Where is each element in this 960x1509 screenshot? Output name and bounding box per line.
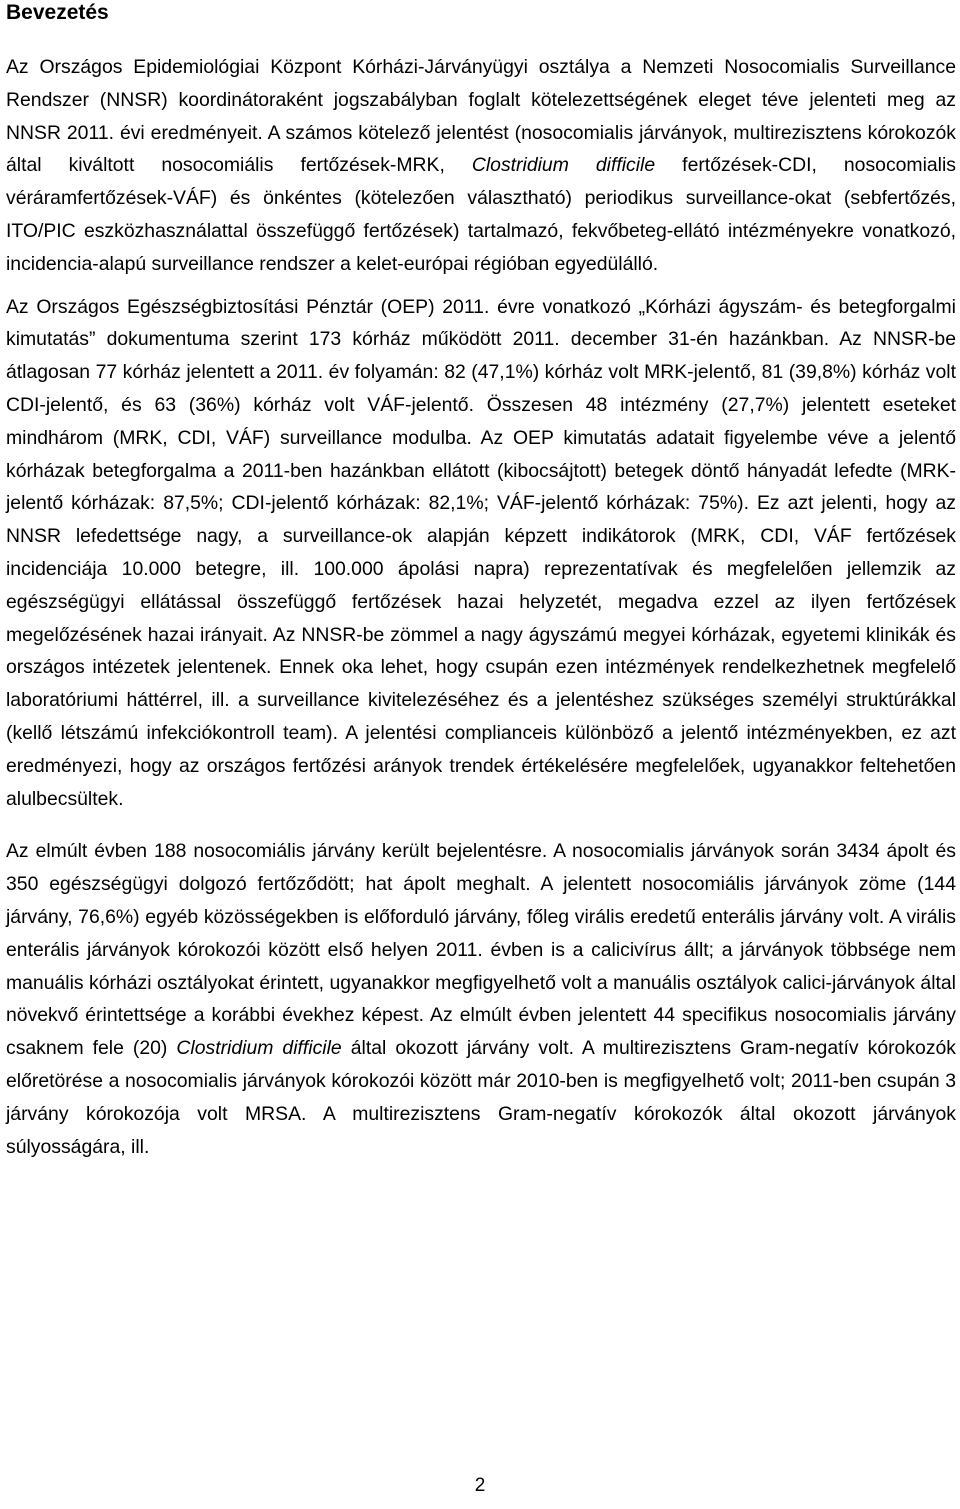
paragraph-oep: Az Országos Egészségbiztosítási Pénztár (OEP) 2011. évre vonatkozó „Kórházi ágyszám- és betegforgalmi kimutatás” dokumentuma szerint 173 kórház működött 2011. december 31-én hazánkban. Az NNSR-be átlagosan 77 kórház jelentett a 2011. év folyamán: 82 (47,1%) kórház volt MRK-jelentő, 81 (39,8%) kórház volt CDI-jelentő, és 63 (36%) kórház volt VÁF-jelentő. Összesen 48 intézmény (27,7%) jelentett eseteket mindhárom (MRK, CDI, VÁF) surveillance modulba. Az OEP kimutatás adatait figyelembe véve a jelentő kórházak betegforgalma a 2011-ben hazánkban ellátott (kibocsájtott) betegek döntő hányadát lefedte (MRK-jelentő kórházak: 87,5%; CDI-jelentő kórházak: 82,1%; VÁF-jelentő kórházak: 75%). Ez azt jelenti, hogy az NNSR lefedettsége nagy, a surveillance-ok alapján képzett indikátorok (MRK, CDI, VÁF fertőzések incidenciája 10.000 betegre, ill. 100.000 ápolási napra) reprezentatívak és megfelelően jellemzik az egészségügyi ellátással összefüggő fertőzések hazai helyzetét, megadva ezzel az ilyen fertőzések megelőzésének hazai irányait. Az NNSR-be zömmel a nagy ágyszámú megyei kórházak, egyetemi klinikák és országos intézetek jelentenek. Ennek oka lehet, hogy csupán ezen intézmények rendelkezhetnek megfelelő laboratóriumi háttérrel, ill. a surveillance kivitelezéséhez és a jelentéshez szükséges személyi struktúrákkal (kellő létszámú infekciókontroll team). A jelentési complianceis különböző a jelentő intézményekben, ez azt eredményezi, hogy az országos fertőzési arányok trendek értékelésére megfelelőek, ugyanakkor feltehetően alulbecsültek.: [6, 295, 956, 810]
paragraph-intro-text-2: fertőzések-CDI, nosocomialis véráramfertőzések-VÁF) és önkéntes (kötelezően választható) periodikus surveillance-okat (sebfertőzés, ITO/PIC eszközhasználattal összefüggő fertőzések) tartalmazó, fekvőbeteg-ellátó intézményekre vonatkozó, incidencia-alapú surveillance rendszer a kelet-európai régióban egyedülálló.: [6, 154, 956, 275]
paragraph-intro-italic: Clostridium difficile: [471, 154, 656, 177]
paragraph-outbreaks: [6, 835, 956, 1163]
section-heading: Bevezetés: [6, 1, 109, 24]
paragraph-intro-text-1: Az Országos Epidemiológiai Központ Kórházi-Járványügyi osztálya a Nemzeti Nosocomialis Surveillance Rendszer (NNSR) koordinátoraként jogszabályban foglalt kötelezettségének eleget téve jelenteti meg az NNSR 2011. évi eredményeit. A számos kötelező jelentést (nosocomialis járványok, multirezisztens kórokozók által kiváltott nosocomiális fertőzések-MRK,: [6, 56, 956, 177]
paragraph-outbreaks-text-2: által okozott járvány volt. A multirezisztens Gram-negatív kórokozók előretörése a nosocomialis járványok kórokozói között már 2010-ben is megfigyelhető volt; 2011-ben csupán 3 járvány kórokozója volt MRSA. A multirezisztens Gram-negatív kórokozók által okozott járványok súlyosságára, ill.: [6, 1037, 957, 1158]
page-number: 2: [474, 1475, 486, 1496]
document-page: [6, 0, 956, 1163]
paragraph-outbreaks-italic: Clostridium difficile: [176, 1037, 342, 1060]
paragraph-intro: [6, 51, 956, 281]
paragraph-outbreaks-text-1: Az elmúlt évben 188 nosocomiális járvány került bejelentésre. A nosocomialis járványok során 3434 ápolt és 350 egészségügyi dolgozó fertőződött; hat ápolt meghalt. A jelentett nosocomiális járványok zöme (144 járvány, 76,6%) egyéb közösségekben is előforduló járvány, főleg virális eredetű enterális járvány volt. A virális enterális járványok kórokozói között első helyen 2011. évben is a calicivírus állt; a járványok többsége nem manuális kórházi osztályokat érintett, ugyanakkor megfigyelhető volt a manuális osztályok calici-járványok által növekvő érintettsége a korábbi évekhez képest. Az elmúlt évben jelentett 44 specifikus nosocomialis járvány csaknem fele (20): [6, 840, 956, 1060]
